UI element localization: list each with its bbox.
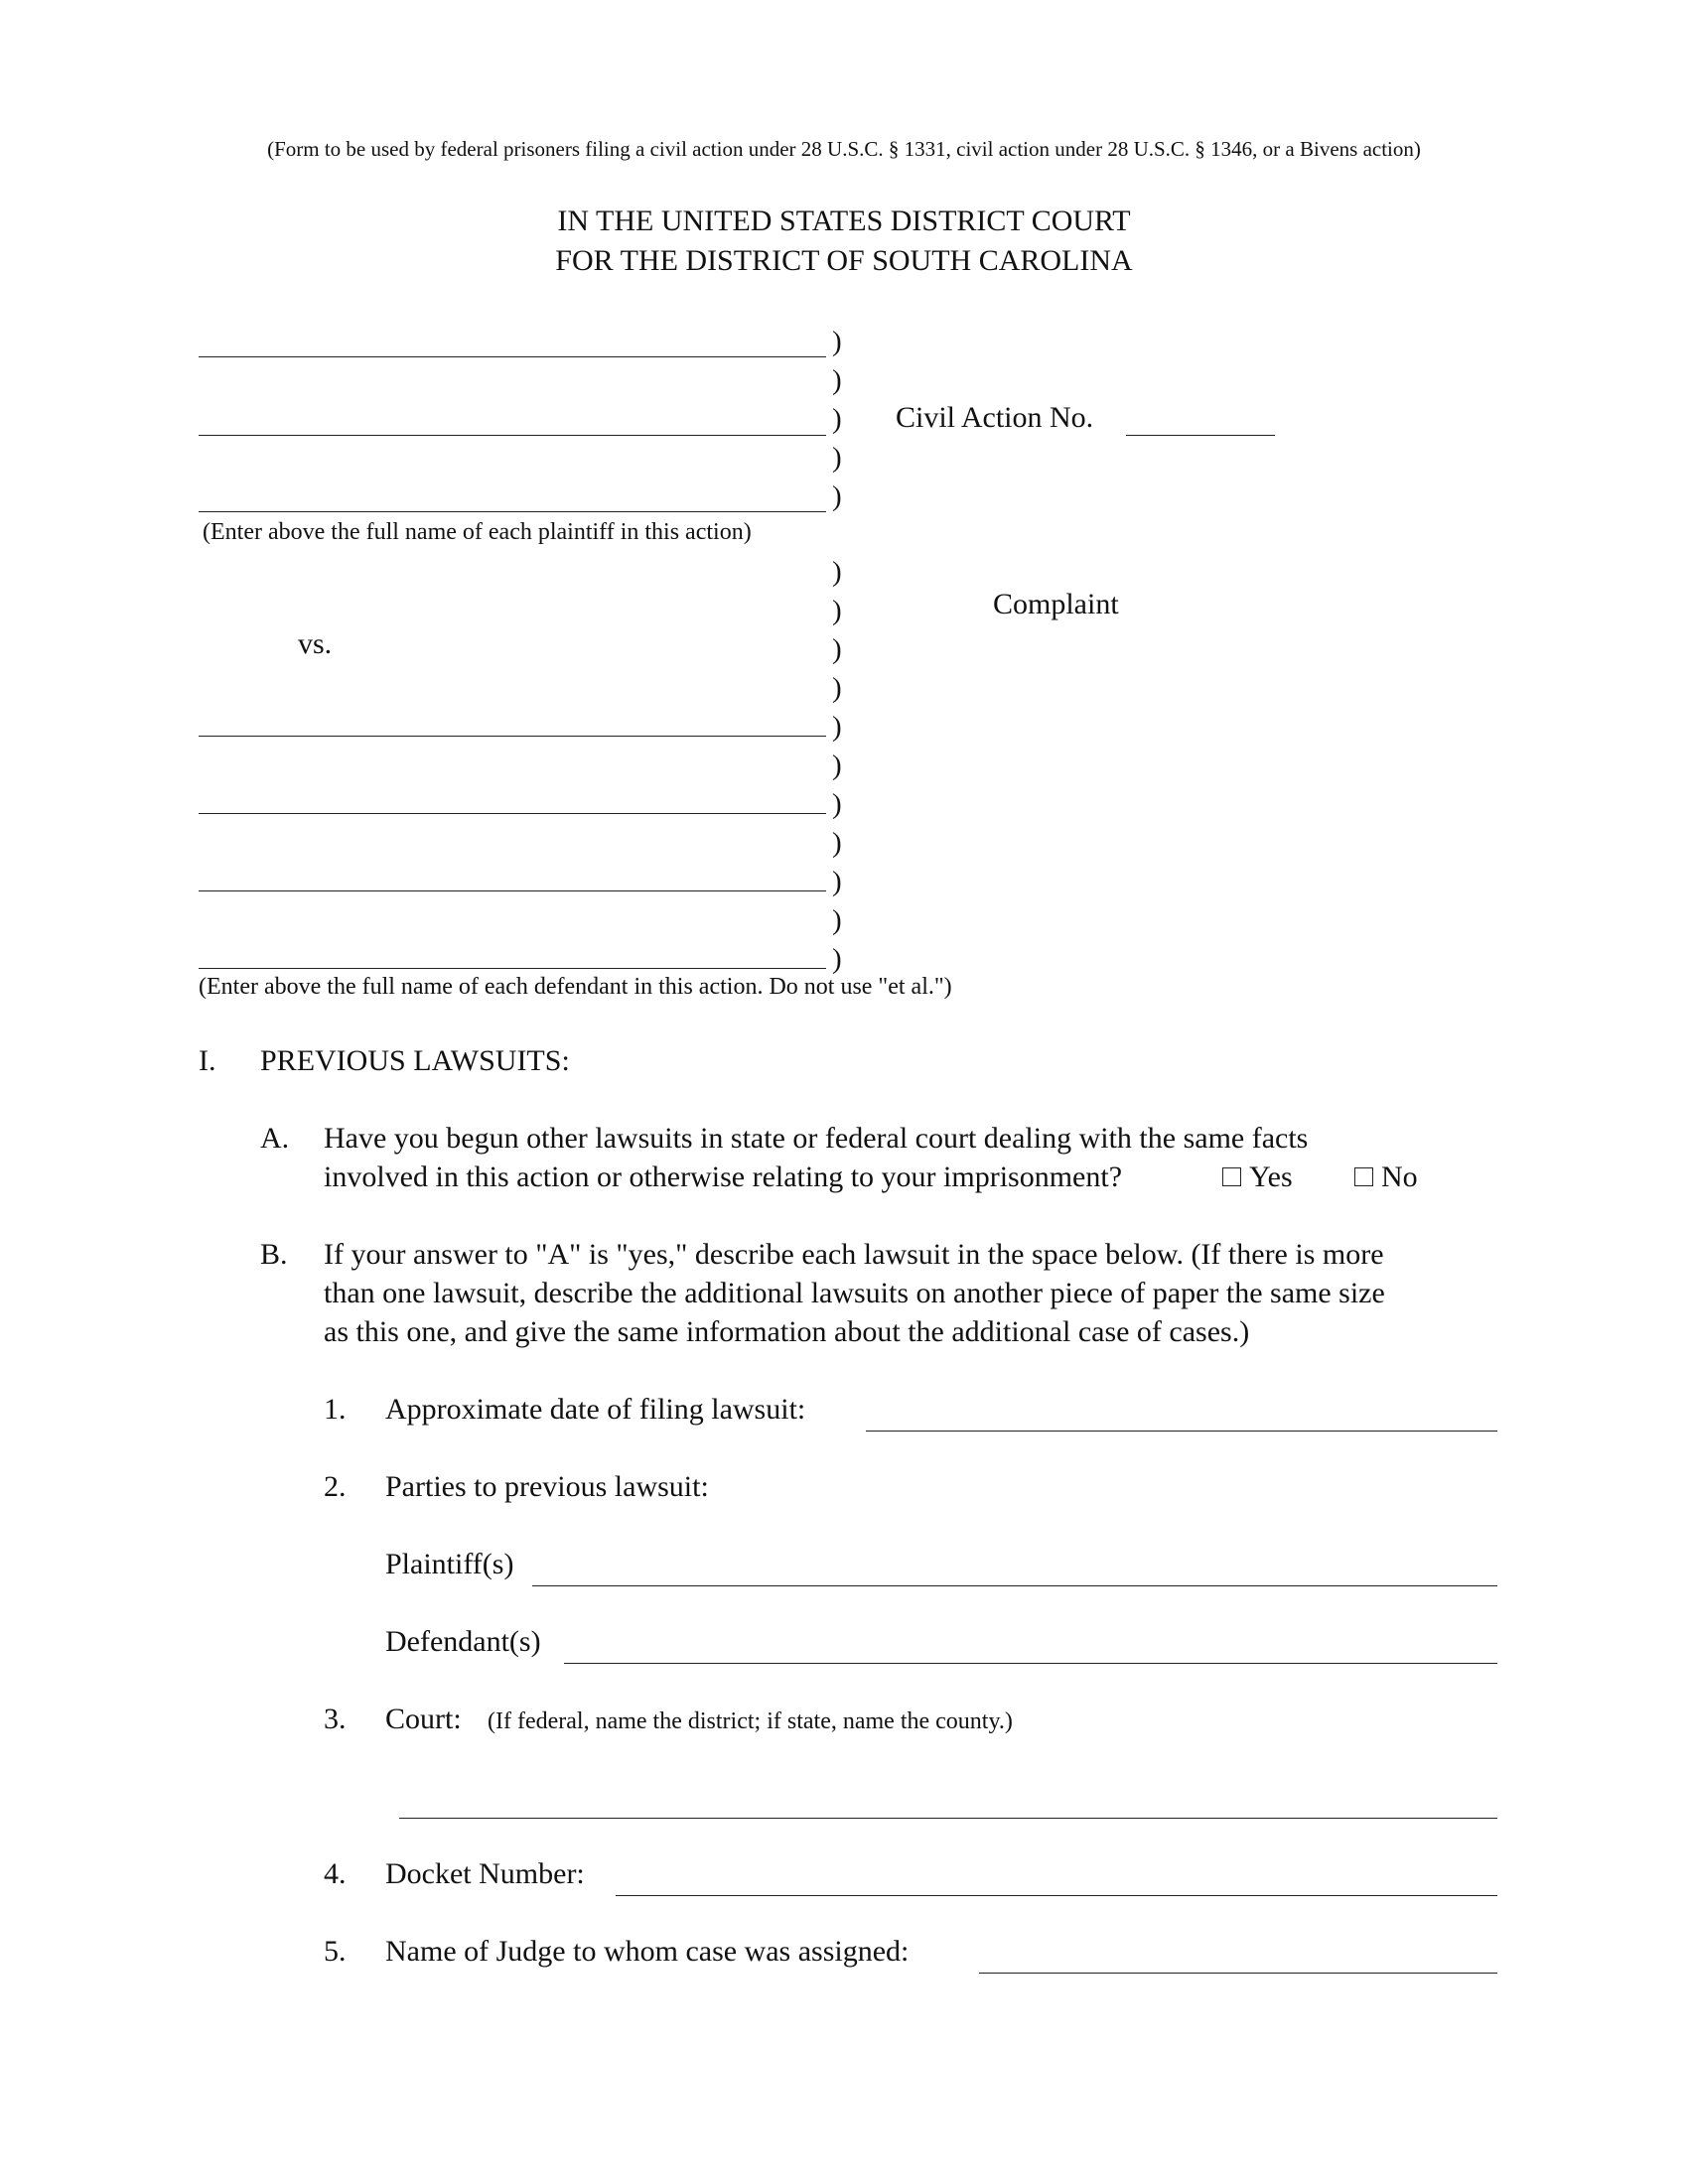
- item-2-label: Parties to previous lawsuit:: [385, 1470, 709, 1503]
- item-3-note: (If federal, name the district; if state, name the county.): [488, 1708, 1013, 1734]
- document-type: Complaint: [993, 588, 1119, 620]
- defendant-name-field-3[interactable]: [199, 890, 826, 891]
- item-4-number: 4.: [324, 1857, 347, 1890]
- docket-number-field[interactable]: [616, 1895, 1497, 1896]
- caption-paren: ): [832, 827, 842, 859]
- caption-paren: ): [832, 633, 842, 665]
- no-option[interactable]: [1354, 1160, 1418, 1194]
- civil-action-label: Civil Action No.: [896, 401, 1094, 434]
- caption-paren: ): [832, 364, 842, 396]
- item-5-number: 5.: [324, 1935, 347, 1968]
- caption-paren: ): [832, 711, 842, 743]
- civil-action-number-field[interactable]: [1126, 435, 1275, 436]
- question-a-line1: Have you begun other lawsuits in state or federal court dealing with the same facts: [324, 1122, 1309, 1155]
- caption-paren: ): [832, 480, 842, 512]
- question-a-line2: involved in this action or otherwise relating to your imprisonment?: [324, 1160, 1123, 1193]
- previous-plaintiffs-field[interactable]: [532, 1585, 1497, 1586]
- caption-paren: ): [832, 595, 842, 626]
- plaintiffs-label: Plaintiff(s): [385, 1548, 514, 1580]
- question-b-line2: than one lawsuit, describe the additional lawsuits on another piece of paper the same size: [324, 1277, 1385, 1309]
- yes-label: Yes: [1249, 1160, 1293, 1193]
- court-title-line2: FOR THE DISTRICT OF SOUTH CAROLINA: [555, 244, 1133, 277]
- filing-date-field[interactable]: [866, 1431, 1497, 1432]
- question-b-line1: If your answer to "A" is "yes," describe each lawsuit in the space below. (If there is more: [324, 1238, 1384, 1271]
- item-1-number: 1.: [324, 1393, 347, 1426]
- section-title: PREVIOUS LAWSUITS:: [260, 1044, 570, 1077]
- question-b-line3: as this one, and give the same information about the additional case of cases.): [324, 1315, 1250, 1348]
- caption-paren: ): [832, 442, 842, 474]
- form-usage-note: (Form to be used by federal prisoners filing a civil action under 28 U.S.C. § 1331, civil action under 28 U.S.C. § 1346, or a Bivens action): [267, 137, 1421, 161]
- question-a-letter: A.: [260, 1122, 290, 1155]
- no-checkbox[interactable]: [1354, 1167, 1373, 1186]
- previous-defendants-field[interactable]: [564, 1663, 1497, 1664]
- caption-paren: ): [832, 866, 842, 897]
- item-1-label: Approximate date of filing lawsuit:: [385, 1393, 806, 1426]
- no-label: No: [1381, 1160, 1418, 1193]
- question-b-letter: B.: [260, 1238, 288, 1271]
- caption-paren: ): [832, 750, 842, 781]
- court-title-line1: IN THE UNITED STATES DISTRICT COURT: [557, 205, 1131, 237]
- caption-paren: ): [832, 403, 842, 435]
- item-4-label: Docket Number:: [385, 1857, 585, 1890]
- plaintiff-name-field-1[interactable]: [199, 356, 826, 357]
- caption-paren: ): [832, 556, 842, 588]
- item-2-number: 2.: [324, 1470, 347, 1503]
- versus-text: vs.: [298, 627, 333, 660]
- caption-paren: ): [832, 788, 842, 820]
- caption-paren: ): [832, 326, 842, 357]
- yes-checkbox[interactable]: [1222, 1167, 1241, 1186]
- court-name-field[interactable]: [399, 1818, 1497, 1819]
- section-number: I.: [199, 1044, 216, 1077]
- plaintiff-instruction: (Enter above the full name of each plaintiff in this action): [203, 519, 752, 545]
- caption-paren: ): [832, 904, 842, 936]
- defendant-name-field-4[interactable]: [199, 968, 826, 969]
- item-5-label: Name of Judge to whom case was assigned:: [385, 1935, 910, 1968]
- defendants-label: Defendant(s): [385, 1625, 541, 1658]
- caption-paren: ): [832, 943, 842, 975]
- defendant-name-field-2[interactable]: [199, 813, 826, 814]
- judge-name-field[interactable]: [979, 1973, 1497, 1974]
- defendant-instruction: (Enter above the full name of each defendant in this action. Do not use "et al."): [199, 974, 952, 1000]
- item-3-label: Court:: [385, 1703, 462, 1735]
- caption-paren: ): [832, 672, 842, 704]
- item-3-number: 3.: [324, 1703, 347, 1735]
- plaintiff-name-field-2[interactable]: [199, 435, 826, 436]
- defendant-name-field-1[interactable]: [199, 736, 826, 737]
- yes-option[interactable]: [1222, 1160, 1293, 1194]
- plaintiff-name-field-3[interactable]: [199, 511, 826, 512]
